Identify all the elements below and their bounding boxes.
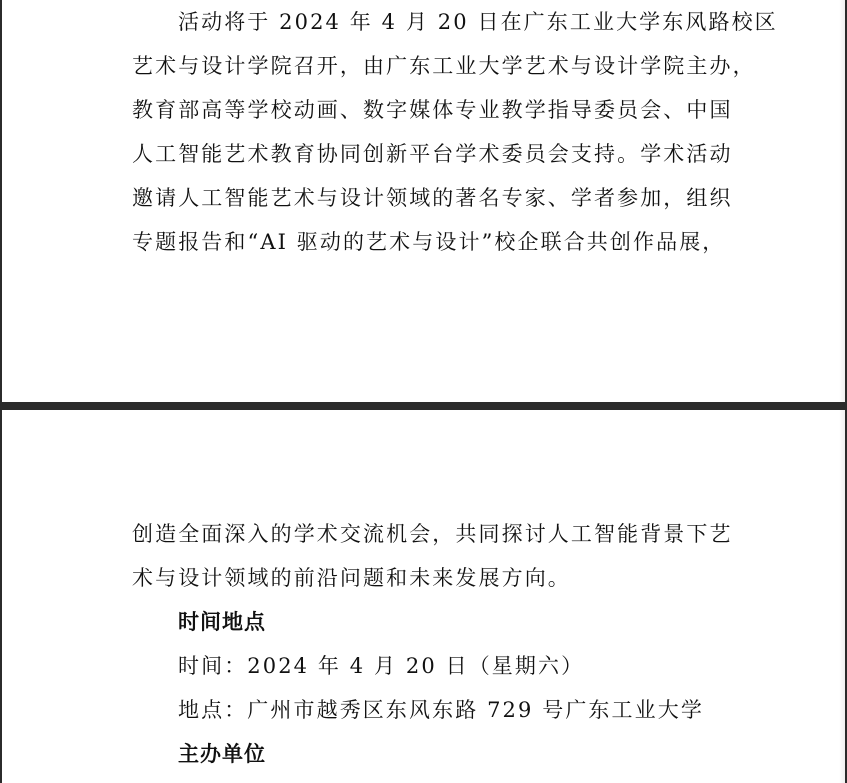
text-line: 艺术与设计学院召开，由广东工业大学艺术与设计学院主办，	[132, 54, 756, 78]
section-heading-organizer: 主办单位	[178, 742, 266, 766]
text-line: 教育部高等学校动画、数字媒体专业教学指导委员会、中国	[132, 98, 733, 122]
place-line: 地点：广州市越秀区东风东路 729 号广东工业大学	[178, 698, 704, 722]
document-page-2	[2, 410, 845, 783]
text-line: 人工智能艺术教育协同创新平台学术委员会支持。学术活动	[132, 142, 733, 166]
text-line: 邀请人工智能艺术与设计领域的著名专家、学者参加，组织	[132, 186, 733, 210]
text-line: 专题报告和“AI 驱动的艺术与设计”校企联合共创作品展，	[132, 230, 726, 254]
section-heading-time-place: 时间地点	[178, 610, 266, 634]
body-paragraph	[132, 0, 778, 264]
time-line: 时间：2024 年 4 月 20 日（星期六）	[178, 654, 585, 678]
text-line: 创造全面深入的学术交流机会，共同探讨人工智能背景下艺	[132, 522, 733, 546]
document-page-1	[2, 0, 845, 402]
text-line: 活动将于 2024 年 4 月 20 日在广东工业大学东风路校区	[178, 10, 778, 34]
page-edge-shadow	[839, 410, 845, 783]
page-edge-shadow	[839, 0, 845, 402]
page-separator	[0, 402, 847, 410]
body-paragraph	[132, 512, 732, 776]
text-line: 术与设计领域的前沿问题和未来发展方向。	[132, 566, 571, 590]
